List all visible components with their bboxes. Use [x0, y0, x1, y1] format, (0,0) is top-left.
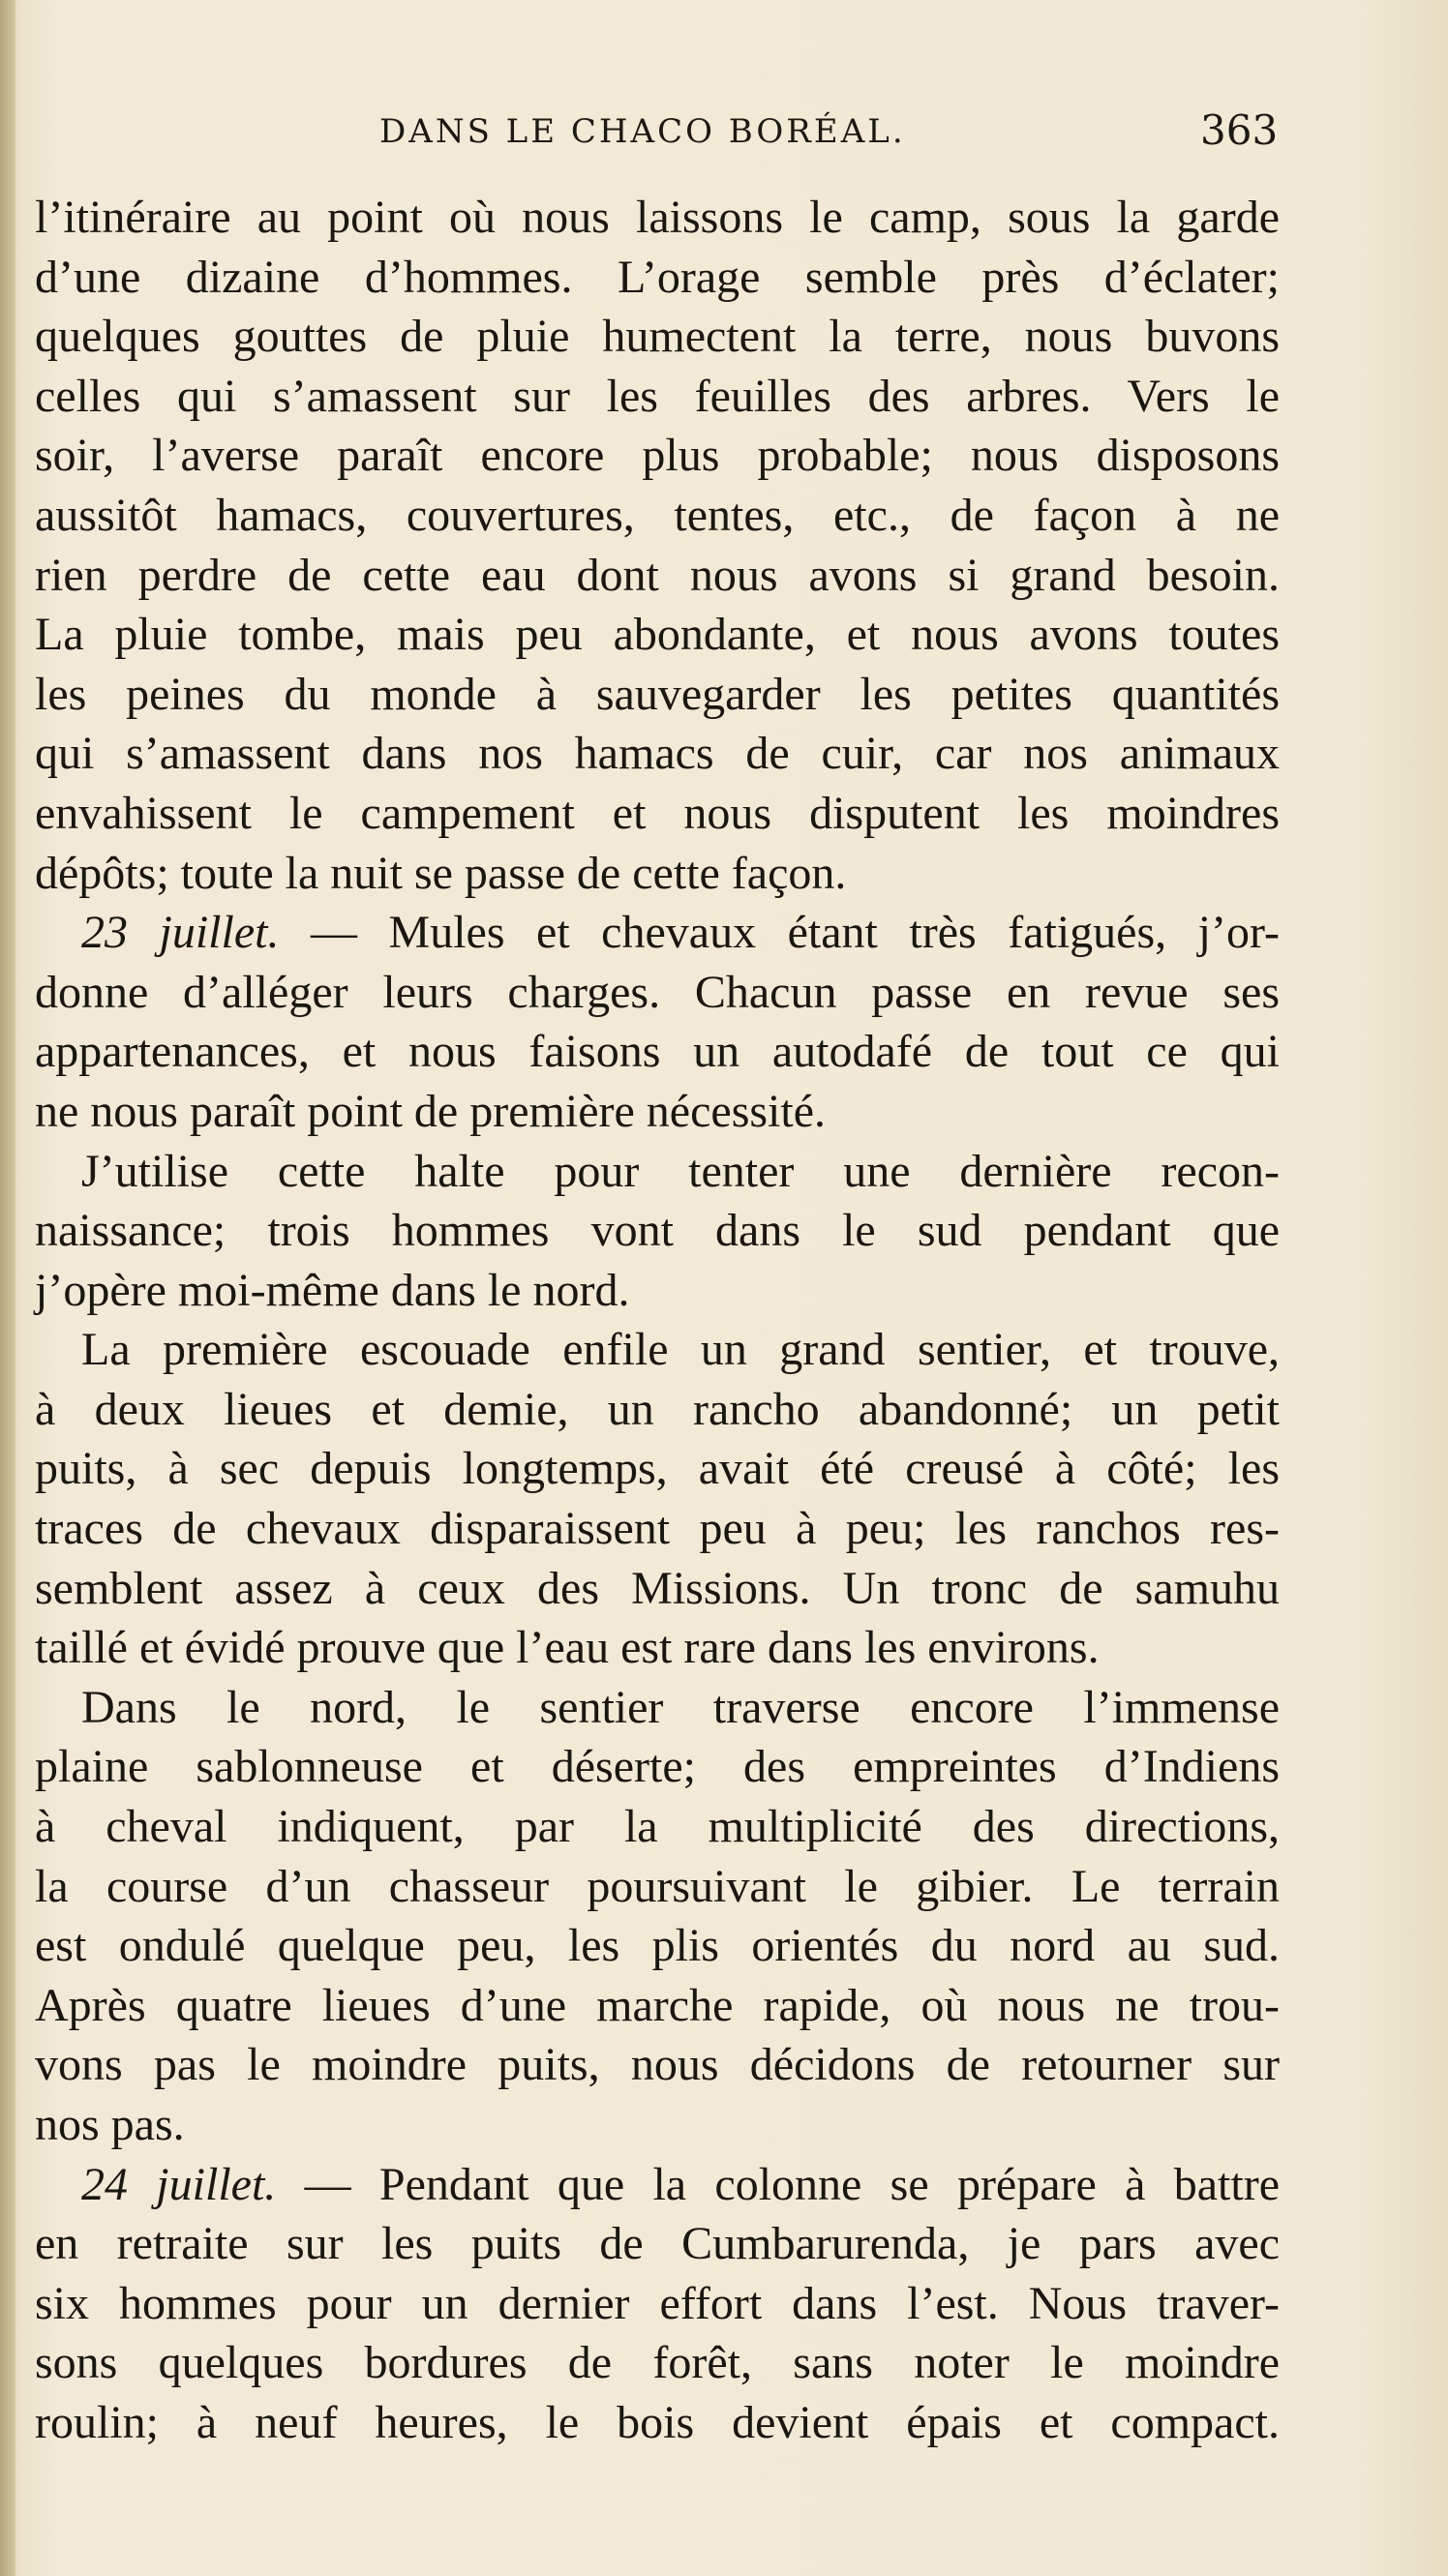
text-line: à deux lieues et demie, un rancho abandonné; un petit — [35, 1383, 1280, 1435]
page-number: 363 — [1200, 106, 1279, 154]
text-line: à cheval indiquent, par la multiplicité des directions, — [35, 1801, 1280, 1853]
text-line: La pluie tombe, mais peu abondante, et nous avons toutes — [35, 609, 1280, 661]
text-line: naissance; trois hommes vont dans le sud pendant que — [35, 1205, 1280, 1257]
text-line: rien perdre de cette eau dont nous avons si grand besoin. — [35, 549, 1280, 601]
text-line: taillé et évidé prouve que l’eau est rare dans les environs. — [35, 1622, 1100, 1674]
text-line: est ondulé quelque peu, les plis orientés du nord au sud. — [35, 1920, 1280, 1972]
text-line: appartenances, et nous faisons un autodafé de tout ce qui — [35, 1026, 1280, 1078]
text-line: quelques gouttes de pluie humectent la terre, nous buvons — [35, 311, 1280, 363]
text-line: la course d’un chasseur poursuivant le gibier. Le terrain — [35, 1860, 1280, 1912]
text-line: vons pas le moindre puits, nous décidons de retourner sur — [35, 2039, 1280, 2091]
text-line: soir, l’averse paraît encore plus probable; nous disposons — [35, 430, 1280, 482]
text-line: d’une dizaine d’hommes. L’orage semble près d’éclater; — [35, 251, 1280, 303]
text-line: La première escouade enfile un grand sentier, et trouve, — [81, 1324, 1280, 1376]
text-line: J’utilise cette halte pour tenter une dernière recon- — [81, 1145, 1280, 1197]
text-line: six hommes pour un dernier effort dans l’est. Nous traver- — [35, 2277, 1280, 2329]
text-line: celles qui s’amassent sur les feuilles des arbres. Vers le — [35, 370, 1280, 422]
text-line: les peines du monde à sauvegarder les petites quantités — [35, 668, 1280, 720]
page-header — [0, 105, 1448, 163]
text-line: ne nous paraît point de première nécessité. — [35, 1085, 827, 1137]
page-gutter — [0, 0, 15, 2576]
running-title: DANS LE CHACO BORÉAL. — [379, 112, 906, 151]
body-text — [35, 188, 1280, 2453]
text-line: aussitôt hamacs, couvertures, tentes, etc., de façon à ne — [35, 489, 1280, 541]
text-line: roulin; à neuf heures, le bois devient épais et compact. — [35, 2396, 1280, 2448]
text-line-dated: 23 juillet. — Mules et chevaux étant très fatigués, j’or- — [81, 907, 1280, 959]
text-line: sons quelques bordures de forêt, sans noter le moindre — [35, 2337, 1280, 2389]
text-line: plaine sablonneuse et déserte; des empreintes d’Indiens — [35, 1741, 1280, 1793]
text-line: envahissent le campement et nous disputent les moindres — [35, 787, 1280, 839]
text-line: Dans le nord, le sentier traverse encore l’immense — [81, 1681, 1280, 1733]
text-line: Après quatre lieues d’une marche rapide, où nous ne trou- — [35, 1979, 1280, 2031]
text-line: donne d’alléger leurs charges. Chacun passe en revue ses — [35, 966, 1280, 1018]
text-line: j’opère moi-même dans le nord. — [35, 1264, 630, 1316]
text-line-dated: 24 juillet. — Pendant que la colonne se prépare à battre — [81, 2158, 1281, 2210]
text-line: dépôts; toute la nuit se passe de cette façon. — [35, 847, 847, 899]
text-line: qui s’amassent dans nos hamacs de cuir, car nos animaux — [35, 728, 1280, 780]
text-line: puits, à sec depuis longtemps, avait été creusé à côté; les — [35, 1443, 1280, 1495]
entry-date: 24 juillet. — [81, 2158, 277, 2210]
text-line: l’itinéraire au point où nous laissons le camp, sous la garde — [35, 192, 1280, 243]
text-line: en retraite sur les puits de Cumbarurenda, je pars avec — [35, 2218, 1280, 2270]
text-line: traces de chevaux disparaissent peu à peu; les ranchos res- — [35, 1503, 1280, 1555]
text-line: semblent assez à ceux des Missions. Un tronc de samuhu — [35, 1562, 1280, 1614]
text-line: nos pas. — [35, 2099, 185, 2150]
entry-date: 23 juillet. — [81, 907, 280, 959]
